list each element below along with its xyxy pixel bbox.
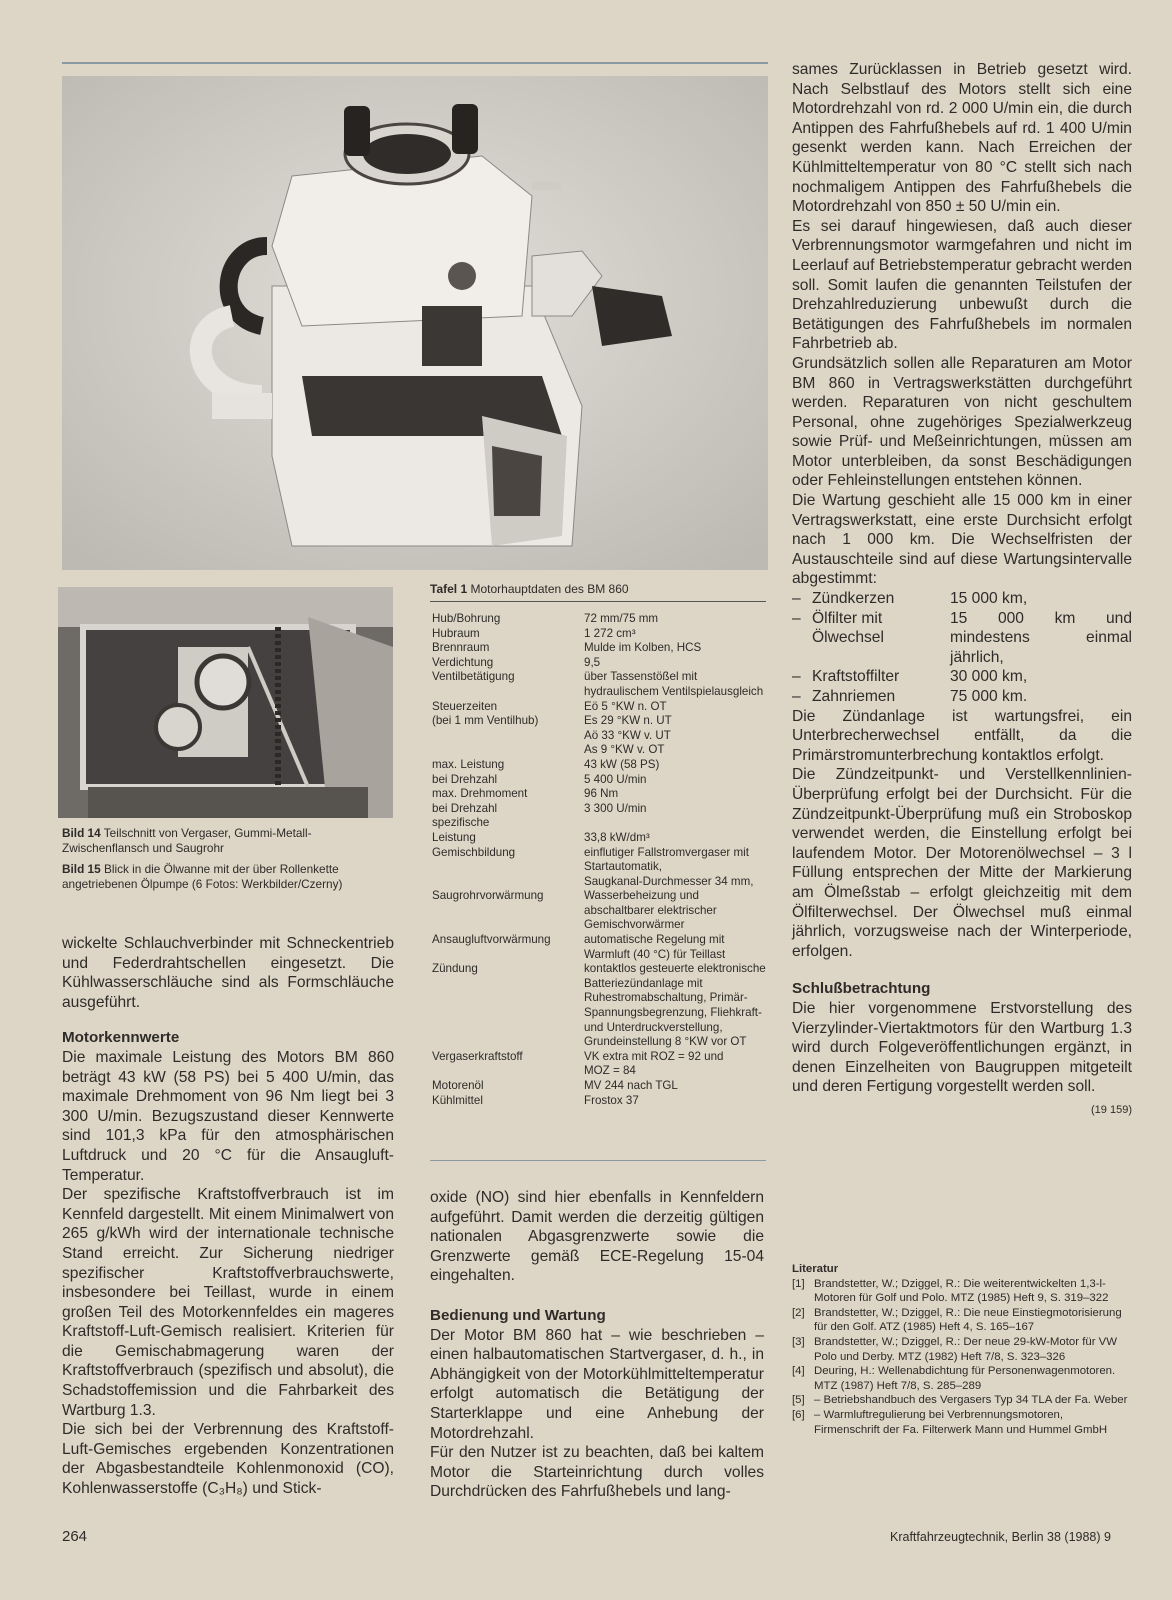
table-key: spezifische Leistung <box>432 816 490 844</box>
table-row <box>432 670 766 699</box>
literature-number: [1] <box>792 1277 805 1290</box>
section-heading: Schlußbetrachtung <box>792 980 931 998</box>
table-row <box>432 656 766 671</box>
list-item <box>792 667 1132 687</box>
table-value: 33,8 kW/dm³ <box>584 830 650 844</box>
list-item-v: 15 000 km und mindestens einmal jährlich, <box>950 609 1132 666</box>
paragraph: Die Zündanlage ist wartungsfrei, ein Unterbrecherwechsel entfällt, da die Primärstromunterbrechung kontaktlos erfolgt. <box>792 707 1132 764</box>
list-item <box>792 609 1132 668</box>
literature-number: [2] <box>792 1306 805 1319</box>
carburetor-photo <box>62 76 768 570</box>
literature-number: [6] <box>792 1408 805 1421</box>
list-item-dash: – <box>792 590 801 608</box>
paragraph: Die sich bei der Verbrennung des Kraftstoff-Luft-Gemisches ergebenden Konzentrationen der Abgasbestandteile Kohlenmonoxid (CO), Kohlenwasserstoffe (C₃H₈) und Stick- <box>62 1421 394 1498</box>
table-caption: Motorhauptdaten des BM 860 <box>470 582 629 596</box>
table-value: MV 244 nach TGL <box>584 1079 678 1092</box>
table-value: kontaktlos gesteuerte elektronische Batteriezündanlage mit Ruhestromabschaltung, Primär-Spannungsbegrenzung, Fliehkraft- und Unterdruckverstellung, Grundeinstellung 8 °KW vor OT <box>584 962 766 1049</box>
figure-14-text: Teilschnitt von Vergaser, Gummi-Metall-Zwischenflansch und Saugrohr <box>62 826 312 855</box>
table-key: Vergaserkraftstoff <box>432 1049 523 1063</box>
right-column <box>792 60 1132 1120</box>
table-row <box>432 889 766 933</box>
list-item-k: Zündkerzen <box>812 590 895 608</box>
table-row <box>432 1079 766 1094</box>
literature-item <box>792 1335 1132 1364</box>
table-value: Eö 5 °KW n. OT Es 29 °KW n. UT Aö 33 °KW v. UT As 9 °KW v. OT <box>584 699 672 757</box>
paragraph: wickelte Schlauchverbinder mit Schneckentrieb und Federdrahtschellen eingesetzt. Die Kühlwasserschläuche sind als Formschläuche ausgeführt. <box>62 935 394 1011</box>
section-heading: Bedienung und Wartung <box>430 1306 606 1324</box>
table-value: automatische Regelung mit Warmluft (40 °C) für Teillast <box>584 933 726 961</box>
literature-list <box>792 1277 1132 1438</box>
figure-14-label: Bild 14 <box>62 826 101 840</box>
literature-text: Deuring, H.: Wellenabdichtung für Personenwagenmotoren. MTZ (1987) Heft 7/8, S. 285–289 <box>814 1365 1116 1392</box>
left-column <box>62 934 394 1499</box>
literature-text: Brandstetter, W.; Dziggel, R.: Die neue Einstiegmotorisierung für den Golf. ATZ (1985) Heft 4, S. 165–167 <box>814 1306 1122 1334</box>
literature-item <box>792 1306 1132 1335</box>
journal-footer: Kraftfahrzeugtechnik, Berlin 38 (1988) 9 <box>890 1530 1111 1544</box>
list-item-v: 30 000 km, <box>950 668 1028 686</box>
literature-title: Literatur <box>792 1263 839 1275</box>
table-key: max. Leistung bei Drehzahl <box>432 757 505 786</box>
table-value: 72 mm/75 mm <box>584 612 659 625</box>
table-row <box>432 787 766 816</box>
list-item <box>792 589 1132 609</box>
table-key: Steuerzeiten (bei 1 mm Ventilhub) <box>432 699 539 728</box>
figure-15-label: Bild 15 <box>62 862 101 876</box>
page-number: 264 <box>62 1528 88 1545</box>
table-key: Motorenöl <box>432 1079 484 1092</box>
table-label: Tafel 1 <box>430 582 468 596</box>
paragraph: sames Zurücklassen in Betrieb gesetzt wird. Nach Selbstlauf des Motors stellt sich eine Motordrehzahl von rd. 2 000 U/min ein, die durch Antippen des Fahrfußhebels auf rd. 1 400 U/min gesenkt werden kann. Nach Erreichen der Kühlmitteltemperatur von 80 °C stellt sich nach nochmaligem Antippen des Fahrfußhebels die Motordrehzahl von 850 ± 50 U/min ein. <box>792 61 1132 216</box>
literature-text: – Warmluftregulierung bei Verbrennungsmotoren, Firmenschrift der Fa. Filterwerk Mann und Hummel GmbH <box>814 1408 1108 1436</box>
literature-number: [3] <box>792 1335 805 1348</box>
table-key: Brennraum <box>432 641 490 655</box>
oil-pan-photo <box>58 587 393 818</box>
table-value: 43 kW (58 PS) 5 400 U/min <box>584 757 660 786</box>
table-row <box>432 627 766 642</box>
figure-15-text: Blick in die Ölwanne mit der über Rollenkette angetriebenen Ölpumpe (6 Fotos: Werkbilder/Czerny) <box>62 862 343 891</box>
table-value: 1 272 cm³ <box>584 626 636 640</box>
literature-text: – Betriebshandbuch des Vergasers Typ 34 TLA der Fa. Weber <box>814 1394 1128 1407</box>
table-value: VK extra mit ROZ = 92 und MOZ = 84 <box>584 1049 724 1078</box>
table-row <box>432 700 766 758</box>
literature-number: [5] <box>792 1394 805 1407</box>
paragraph: Die Zündzeitpunkt- und Verstellkennlinien-Überprüfung erfolgt bei der Durchsicht. Für die Zündzeitpunkt-Überprüfung muß ein Stroboskop verwendet werden, die Einstellung erfolgt bei laufendem Motor. Der Motorenölwechsel – 3 l Füllung entsprechen der Mitte der Markierung am Ölmeßstab – erfolgt gleichzeitig mit dem Ölfilterwechsel. Der Ölwechsel muß einmal jährlich, vorzugsweise nach der Winterperiode, erfolgen. <box>792 766 1132 960</box>
paragraph: Die Wartung geschieht alle 15 000 km in einer Vertragswerkstatt, eine erste Durchsicht erfolgt nach 1 000 km. Die Wechselfristen der Austauschteile sind auf diese Wartungsintervalle abgestimmt: <box>792 492 1132 588</box>
section-heading: Motorkennwerte <box>62 1029 180 1047</box>
table-row <box>432 612 766 627</box>
table-key: Verdichtung <box>432 655 494 669</box>
paragraph: Es sei darauf hingewiesen, daß auch dieser Verbrennungsmotor warmgefahren und nicht im Leerlauf auf Betriebstemperatur gebracht werden soll. Somit laufen die genannten Teilstufen der Drehzahlreduzierung unbewußt durch die Betätigungen des Fahrfußhebels im normalen Fahrbetrieb ab. <box>792 217 1132 353</box>
literature-item <box>792 1408 1132 1437</box>
table-bottom-rule <box>430 1160 766 1161</box>
table-value: über Tassenstößel mit hydraulischem Ventilspielausgleich <box>584 670 764 698</box>
table-rule <box>430 601 766 602</box>
paragraph: Die hier vorgenommene Erstvorstellung des Vierzylinder-Viertaktmotors für den Wartburg 1.3 wird durch Folgeveröffentlichungen ergänzt, in denen Einzelheiten von Baugruppen mitgeteilt und deren Fertigung vorgestellt werden soll. <box>792 999 1132 1096</box>
list-item <box>792 687 1132 707</box>
table-value: einflutiger Fallstromvergaser mit Startautomatik, Saugkanal-Durchmesser 34 mm, <box>584 845 754 888</box>
table-value: 9,5 <box>584 655 601 669</box>
maintenance-list <box>792 589 1132 707</box>
list-item-k: Zahnriemen <box>812 688 896 705</box>
table-key: Hubraum <box>432 626 480 640</box>
figure-14-caption <box>62 826 394 856</box>
table-row <box>432 641 766 656</box>
table-key: Ventilbetätigung <box>432 670 515 684</box>
table-key: Ansaugluftvorwärmung <box>432 933 551 947</box>
table-row <box>432 846 766 890</box>
table-row <box>432 1094 766 1109</box>
table-row <box>432 816 766 845</box>
table-key: Zündung <box>432 962 478 976</box>
list-item-k: Kraftstoffilter <box>812 668 900 686</box>
table-value: Frostox 37 <box>584 1093 639 1107</box>
literature-number: [4] <box>792 1365 805 1378</box>
list-item-k: Ölfilter mit Ölwechsel <box>812 609 884 647</box>
paragraph: Grundsätzlich sollen alle Reparaturen am Motor BM 860 in Vertragswerkstätten durchgeführt werden. Reparaturen von nicht geschultem Personal, ohne zugehöriges Spezialwerkzeug sowie Prüf- und Meßeinrichtungen, müssen am Motor unterbleiben, da sonst Beschädigungen oder Fehleinstellungen entstehen können. <box>792 354 1132 490</box>
list-item-v: 15 000 km, <box>950 590 1028 608</box>
table-key: Gemischbildung <box>432 845 516 859</box>
table-title <box>430 582 766 596</box>
top-rule <box>62 62 768 64</box>
middle-column <box>430 1188 764 1502</box>
table-value: Wasserbeheizung und abschaltbarer elektrischer Gemischvorwärmer <box>584 889 717 932</box>
table-row <box>432 1050 766 1079</box>
table-value: Mulde im Kolben, HCS <box>584 641 702 655</box>
literature-text: Brandstetter, W.; Dziggel, R.: Der neue 29-kW-Motor für VW Polo und Derby. MTZ (1982) Heft 7/8, S. 323–326 <box>814 1335 1118 1363</box>
engine-data-table <box>432 612 766 1108</box>
table-key: max. Drehmoment bei Drehzahl <box>432 787 528 815</box>
table-row <box>432 962 766 1050</box>
paragraph: Für den Nutzer ist zu beachten, daß bei kaltem Motor die Starteinrichtung durch volles Durchdrücken des Fahrfußhebels und lang- <box>430 1444 764 1501</box>
list-item-dash: – <box>792 609 801 627</box>
literature-item <box>792 1277 1132 1306</box>
paragraph: Die maximale Leistung des Motors BM 860 beträgt 43 kW (58 PS) bei 5 400 U/min, das maximale Drehmoment von 96 Nm liegt bei 3 300 U/min. Bezugszustand dieser Kennwerte sind 101,3 kPa für den atmosphärischen Luftdruck und 20 °C für die Ansaugluft-Temperatur. <box>62 1048 394 1184</box>
table-row <box>432 933 766 962</box>
list-item-dash: – <box>792 688 801 705</box>
table-row <box>432 758 766 787</box>
paragraph: Der spezifische Kraftstoffverbrauch ist im Kennfeld dargestellt. Mit einem Minimalwert von 265 g/kWh wird der internationale technische Stand erreicht. Zur Sicherung niedriger spezifischer Kraftstoffverbrauchswerte, insbesondere bei Teillast, wurde in einem großen Teil des Motorkennfeldes ein mageres Kraftstoff-Luft-Gemisch realisiert. Kriterien für die Gemischabmagerung waren der Kraftstoffverbrauch (spezifisch und absolut), die Schadstoffemission und die Fahrbarkeit des Wartburg 1.3. <box>62 1186 394 1419</box>
table-key: Kühlmittel <box>432 1093 483 1107</box>
paragraph: Der Motor BM 860 hat – wie beschrieben – einen halbautomatischen Startvergaser, d. h., in Abhängigkeit von der Motorkühlmitteltemperatur erfolgt automatisch die Betätigung der Starterklappe und eine Anhebung der Motordrehzahl. <box>430 1326 764 1442</box>
table-value: 96 Nm 3 300 U/min <box>584 787 647 815</box>
paragraph: oxide (NO) sind hier ebenfalls in Kennfeldern aufgeführt. Damit werden die derzeitig gültigen nationalen Abgasgrenzwerte sowie die Grenzwerte gemäß ECE-Regelung 15-04 eingehalten. <box>430 1189 764 1285</box>
literature-item <box>792 1364 1132 1393</box>
literature-text: Brandstetter, W.; Dziggel, R.: Die weiterentwickelten 1,3-l-Motoren für Golf und Polo. MTZ (1985) Heft 9, S. 319–322 <box>814 1277 1109 1305</box>
table-key: Saugrohrvorwärmung <box>432 889 544 903</box>
list-item-v: 75 000 km. <box>950 688 1028 705</box>
literature-item <box>792 1393 1132 1408</box>
list-item-dash: – <box>792 668 801 686</box>
table-key: Hub/Bohrung <box>432 612 501 625</box>
article-reference: (19 159) <box>1091 1103 1132 1116</box>
literature-section <box>792 1262 1132 1437</box>
figure-15-caption <box>62 862 394 892</box>
